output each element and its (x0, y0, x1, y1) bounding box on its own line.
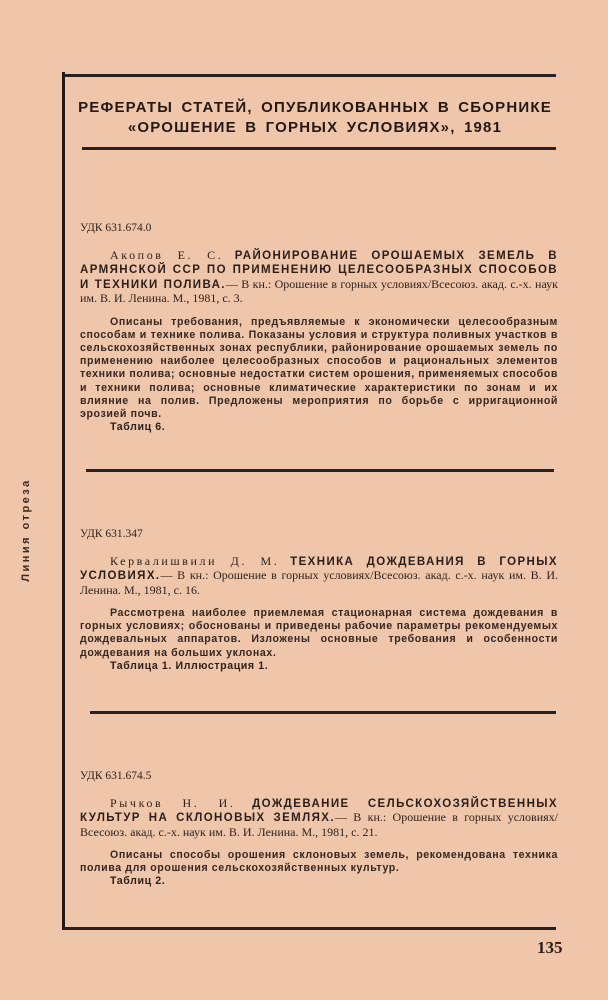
abstract-entry (80, 770, 558, 889)
title-line-1: РЕФЕРАТЫ СТАТЕЙ, ОПУБЛИКОВАННЫХ В СБОРНИКЕ (78, 99, 552, 116)
tables-count: Таблиц 6. (110, 421, 166, 434)
cut-line-label: Линия отреза (20, 478, 32, 582)
udk-code: УДК 631.347 (80, 528, 143, 540)
frame-top-rule (64, 74, 556, 77)
abstract-text: Рассмотрена наиболее приемлемая стационарная система дождевания в горных условиях; обоснованы и приведены рабочие параметры рекомендуемых дождевальных аппаратов. Изложены основные требования и особенности дождевания на больших уклонах. (80, 607, 558, 659)
citation (80, 797, 558, 840)
article-title: ТЕХНИКА ДОЖДЕВАНИЯ В ГОРНЫХ УСЛОВИЯХ. (80, 555, 558, 582)
tables-count: Таблиц 2. (110, 875, 166, 888)
tables-count: Таблица 1. Иллюстрация 1. (110, 659, 269, 672)
page-number: 135 (537, 938, 563, 957)
abstract-text: Описаны способы орошения склоновых земель, рекомендована техника полива для орошения сельскохозяйственных культур. (80, 849, 558, 875)
author: Акопов Е. С. (110, 247, 224, 262)
article-title: РАЙОНИРОВАНИЕ ОРОШАЕМЫХ ЗЕМЕЛЬ В АРМЯНСКОЙ ССР ПО ПРИМЕНЕНИЮ ЦЕЛЕСООБРАЗНЫХ СПОСОБОВ И ТЕХНИКИ ПОЛИВА. (80, 249, 559, 291)
frame-left-border (62, 72, 65, 930)
source: — В кн.: Орошение в горных условиях/Всесоюз. акад. с.-х. наук им. В. И. Ленина. М., 1981, с. 3. (80, 276, 558, 305)
frame-bottom-rule (64, 927, 556, 930)
header-rule (82, 147, 556, 150)
title-line-2: «ОРОШЕНИЕ В ГОРНЫХ УСЛОВИЯХ», 1981 (127, 119, 503, 136)
abstract-entry (80, 222, 558, 434)
source: — В кн.: Орошение в горных условиях/Всесоюз. акад. с.-х. наук им. В. И. Ленина. М., 1981, с. 21. (80, 810, 558, 839)
author: Рычков Н. И. (110, 795, 236, 810)
author: Кервалишвили Д. М. (110, 553, 280, 568)
separator-rule-2 (90, 711, 556, 714)
source: — В кн.: Орошение в горных условиях/Всесоюз. акад. с.-х. наук им. В. И. Ленина. М., 1981, с. 16. (80, 568, 558, 597)
page-title (75, 98, 555, 138)
abstract-entry (80, 528, 558, 673)
article-title: ДОЖДЕВАНИЕ СЕЛЬСКОХОЗЯЙСТВЕННЫХ КУЛЬТУР НА СКЛОНОВЫХ ЗЕМЛЯХ. (80, 797, 558, 824)
separator-rule-1 (86, 469, 554, 472)
citation (80, 555, 558, 598)
citation (80, 249, 558, 306)
abstract-text: Описаны требования, предъявляемые к экономически целесообразным способам и технике полива. Показаны условия и структура поливных участков в сельскохозяйственных зонах республики, районирование орошаемых земель по применению наиболее целесообразных способов и рациональных элементов техники полива; основные недостатки систем орошения, применяемых способов и техники полива; основные климатические характеристики по зонам и их влияние на полив. Предложены мероприятия по борьбе с ирригационной эрозией почв. (80, 315, 558, 420)
udk-code: УДК 631.674.5 (80, 770, 152, 782)
udk-code: УДК 631.674.0 (80, 222, 152, 234)
